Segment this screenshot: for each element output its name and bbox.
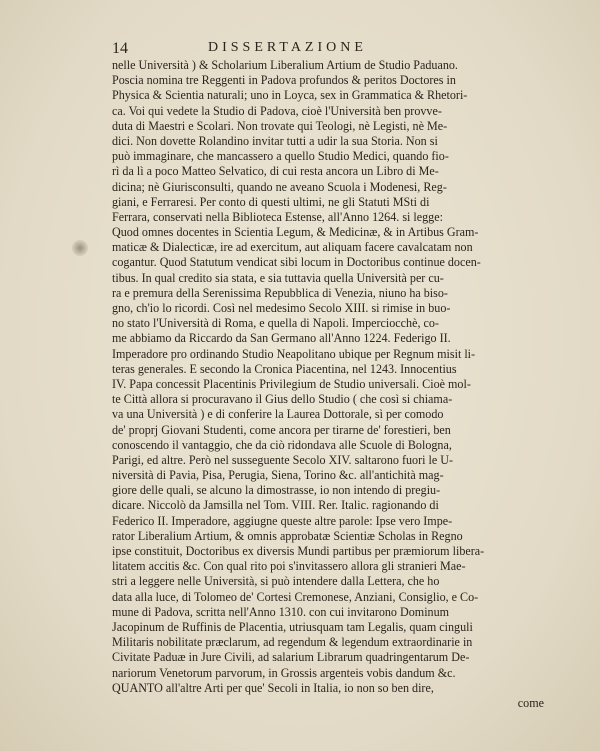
text-line: te Città allora si procuravano il Gius dello Studio ( che così si chiama- xyxy=(112,392,453,407)
text-line: dicare. Niccolò da Jamsilla nel Tom. VIII. Rer. Italic. ragionando di xyxy=(112,498,439,513)
text-line: Militaris nobilitate præclarum, ad regendum & legendum extraordinarie in xyxy=(112,635,473,650)
text-line: cogantur. Quod Statutum vendicat sibi locum in Doctoribus continue docen- xyxy=(112,255,481,270)
text-line: duta di Maestri e Scolari. Non trovate qui Teologi, nè Legisti, nè Me- xyxy=(112,118,448,133)
text-line: mune di Padova, scritta nell'Anno 1310. con cui invitarono Dominum xyxy=(112,604,450,619)
text-line: me abbiamo da Riccardo da San Germano all'Anno 1224. Federigo II. xyxy=(112,331,451,346)
text-line: maticæ & Dialecticæ, ire ad exercitum, aut aliquam facere cavalcatam non xyxy=(112,240,473,255)
running-title: DISSERTAZIONE xyxy=(208,40,367,55)
text-line: Physica & Scientia naturali; uno in Loyca, sex in Grammatica & Rhetori- xyxy=(112,88,468,103)
text-line: dicina; nè Giurisconsulti, quando ne aveano Scuola i Modenesi, Reg- xyxy=(112,179,447,194)
page-number: 14 xyxy=(112,40,128,57)
catchword: come xyxy=(517,695,544,710)
text-line: va una Università ) e di conferire la Laurea Dottorale, sì per comodo xyxy=(112,407,444,422)
text-line: stri a leggere nelle Università, si può intendere dalla Lettera, che ho xyxy=(112,574,440,589)
text-line: Poscia nomina tre Reggenti in Padova profundos & peritos Doctores in xyxy=(112,73,456,88)
text-line: litatem accitis &c. Con qual rito poi s'invitassero allora gli stranieri Mae- xyxy=(112,559,466,574)
text-line: no stato l'Università di Roma, e quella di Napoli. Imperciocchè, co- xyxy=(112,316,439,331)
text-line: Quod omnes docentes in Scientia Legum, & Medicinæ, & in Artibus Gram- xyxy=(112,225,479,240)
text-line: teras generales. E secondo la Cronica Piacentina, nel 1243. Innocentius xyxy=(112,361,457,376)
text-line: nariorum Venetorum parvorum, in Grossis argenteis vobis dandum &c. xyxy=(112,665,456,680)
text-line: tibus. In qual credito sia stata, e sia tuttavia quella Università per cu- xyxy=(112,270,444,285)
text-line: IV. Papa concessit Placentinis Privilegium de Studio universali. Cioè mol- xyxy=(112,376,471,391)
text-line: niversità di Pavia, Pisa, Perugia, Siena, Torino &c. all'antichità mag- xyxy=(112,468,444,483)
text-line: nelle Università ) & Scholarium Liberalium Artium de Studio Paduano. xyxy=(112,58,458,72)
text-line: Civitate Paduæ in Jure Civili, ad salarium Librarum quadringentarum De- xyxy=(112,650,470,665)
text-line: Imperadore pro ordinando Studio Neapolitano ubique per Regnum misit li- xyxy=(112,346,476,361)
text-line: giore delle quali, se alcuno la dimostrasse, io non intendo di pregiu- xyxy=(112,483,441,498)
text-line: de' proprj Giovani Studenti, come ancora per tirarne de' forestieri, ben xyxy=(112,422,451,437)
text-line: Jacopinum de Ruffinis de Placentia, utriusquam tam Legalis, quam cinguli xyxy=(112,619,473,634)
text-line: Ferrara, conservati nella Biblioteca Estense, all'Anno 1264. si legge: xyxy=(112,209,443,224)
text-line: Federico II. Imperadore, aggiugne queste altre parole: Ipse vero Impe- xyxy=(112,513,453,528)
text-line: può immaginare, che mancassero a quello Studio Medici, quando fio- xyxy=(112,149,449,164)
text-line: Parigi, ed altre. Però nel susseguente Secolo XIV. saltarono fuori le U- xyxy=(112,452,454,467)
body-text xyxy=(112,58,544,711)
text-line: QUANTO all'altre Arti per que' Secoli in Italia, io non so ben dire, xyxy=(112,680,434,695)
page-header xyxy=(112,40,542,58)
text-line: rator Liberalium Artium, & omnis approbatæ Scientiæ Scholas in Regno xyxy=(112,528,463,543)
foxing-stain xyxy=(72,240,88,256)
text-line: ipse constituit, Doctoribus ex diversis Mundi partibus per præmiorum libera- xyxy=(112,544,485,558)
text-line: conoscendo il vantaggio, che da ciò ridondava alle Scuole di Bologna, xyxy=(112,437,452,452)
text-line: rì da lì a poco Matteo Selvatico, di cui resta ancora un Libro di Me- xyxy=(112,164,439,179)
text-line: ca. Voi qui vedete la Studio di Padova, cioè l'Università ben provve- xyxy=(112,103,442,118)
text-line: data alla luce, di Tolomeo de' Cortesi Cremonese, Anziani, Consiglio, e Co- xyxy=(112,589,479,604)
text-line: gno, ch'io lo ricordi. Così nel medesimo Secolo XIII. si rimise in buo- xyxy=(112,301,451,315)
text-line: ra e premura della Serenissima Repubblica di Venezia, niuno ha biso- xyxy=(112,285,448,300)
text-line: dici. Non dovette Rolandino invitar tutti a udir la sua Storia. Non si xyxy=(112,133,438,148)
text-line: giani, e Ferraresi. Per conto di questi ultimi, ne gli Statuti MSti di xyxy=(112,194,430,209)
